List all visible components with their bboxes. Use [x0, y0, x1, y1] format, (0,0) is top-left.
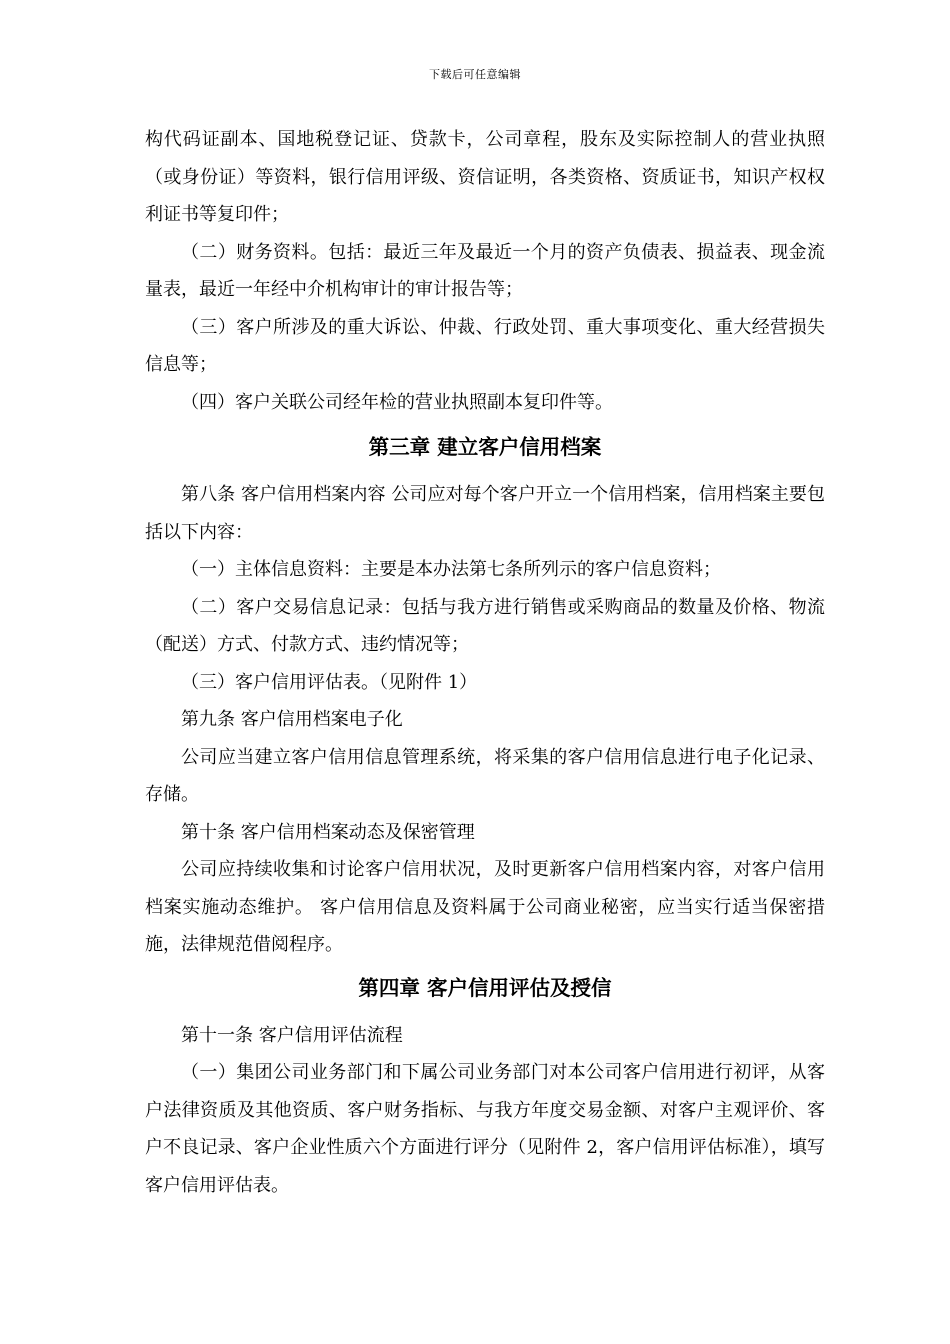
paragraph-continued: 构代码证副本、国地税登记证、贷款卡，公司章程，股东及实际控制人的营业执照（或身份证）等资料，银行信用评级、资信证明，各类资格、资质证书，知识产权权利证书等复印件；: [145, 129, 825, 225]
article-10-body: 公司应持续收集和讨论客户信用状况，及时更新客户信用档案内容，对客户信用档案实施动态维护。 客户信用信息及资料属于公司商业秘密，应当实行适当保密措施，法律规范借阅程序。: [145, 859, 825, 955]
article-10-heading: 第十条 客户信用档案动态及保密管理: [181, 821, 475, 843]
page-header: 下载后可任意编辑: [429, 68, 521, 81]
article-11-heading: 第十一条 客户信用评估流程: [181, 1024, 403, 1046]
list-item: （三）客户信用评估表。（见附件 1）: [181, 671, 478, 693]
chapter-4-title: 第四章 客户信用评估及授信: [358, 975, 612, 1000]
chapter-3-title: 第三章 建立客户信用档案: [368, 435, 602, 459]
list-item: （二）客户交易信息记录：包括与我方进行销售或采购商品的数量及价格、物流（配送）方式、付款方式、违约情况等；: [145, 596, 825, 655]
paragraph-litigation: （三）客户所涉及的重大诉讼、仲裁、行政处罚、重大事项变化、重大经营损失信息等；: [145, 316, 825, 375]
document-body: [145, 121, 825, 1204]
article-9-heading: 第九条 客户信用档案电子化: [181, 709, 403, 730]
paragraph-financial-data: （二）财务资料。包括：最近三年及最近一个月的资产负债表、损益表、现金流量表，最近一年经中介机构审计的审计报告等；: [145, 241, 825, 300]
list-item: （一）主体信息资料：主要是本办法第七条所列示的客户信息资料；: [181, 559, 721, 580]
paragraph-affiliate-license: （四）客户关联公司经年检的营业执照副本复印件等。: [181, 391, 613, 413]
article-8: 第八条 客户信用档案内容 公司应对每个客户开立一个信用档案，信用档案主要包括以下内容：: [145, 484, 825, 543]
article-9-body: 公司应当建立客户信用信息管理系统，将采集的客户信用信息进行电子化记录、存储。: [145, 746, 825, 805]
article-11-item-1: （一）集团公司业务部门和下属公司业务部门对本公司客户信用进行初评，从客户法律资质及其他资质、客户财务指标、与我方年度交易金额、对客户主观评价、客户不良记录、客户企业性质六个方面进行评分（见附件 2，客户信用评估标准），填写客户信用评估表。: [145, 1062, 825, 1196]
